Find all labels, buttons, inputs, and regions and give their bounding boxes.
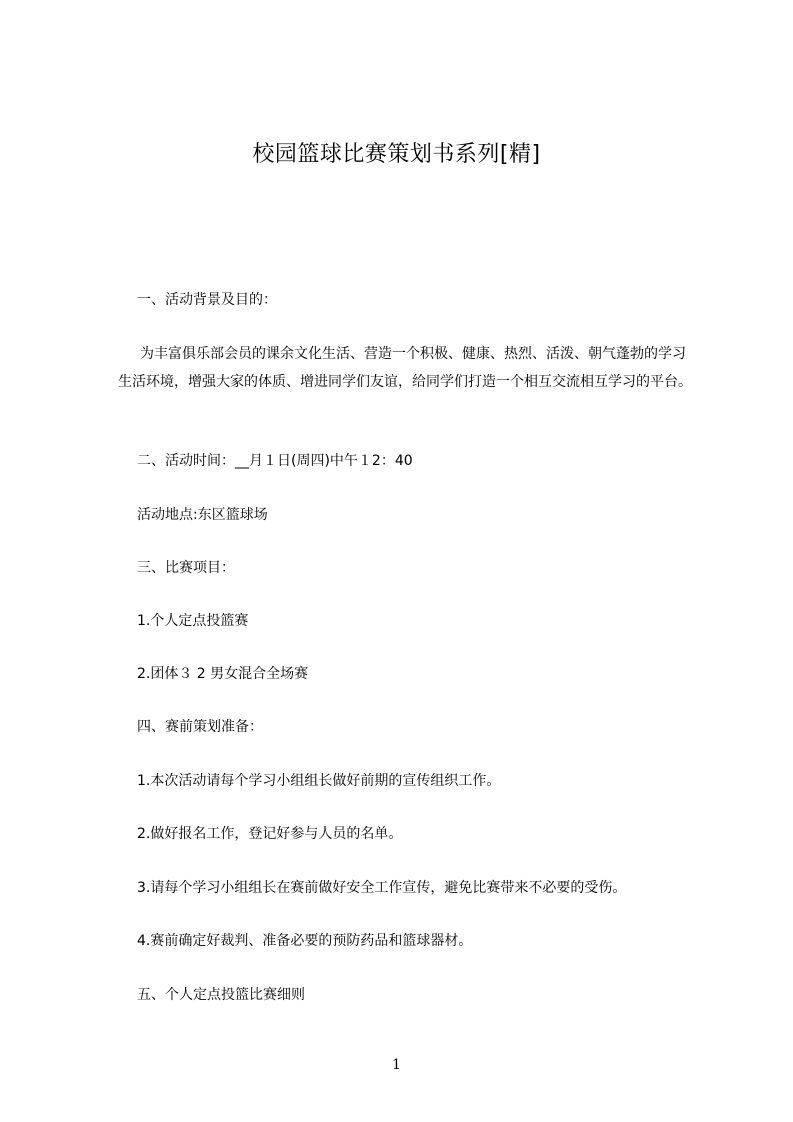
- preparation-item: 4.赛前确定好裁判、准备必要的预防药品和篮球器材。: [137, 933, 473, 949]
- background-paragraph-text: 为丰富俱乐部会员的课余文化生活、营造一个积极、健康、热烈、活泼、朝气蓬勃的学习生活环境，增强大家的体质、增进同学们友谊，给同学们打造一个相互交流相互学习的平台。: [118, 346, 692, 390]
- location-line: 活动地点:东区篮球场: [137, 507, 268, 523]
- section-heading-events: 三、比赛项目：: [137, 560, 235, 576]
- preparation-item: 1.本次活动请每个学习小组组长做好前期的宣传组织工作。: [137, 773, 501, 789]
- document-title: 校园篮球比赛策划书系列[精]: [252, 142, 541, 167]
- background-paragraph: [118, 340, 698, 396]
- preparation-item: 2.做好报名工作，登记好参与人员的名单。: [137, 826, 403, 842]
- section-heading-rules: 五、个人定点投篮比赛细则: [137, 987, 305, 1003]
- preparation-item: 3.请每个学习小组组长在赛前做好安全工作宣传，避免比赛带来不必要的受伤。: [137, 880, 627, 896]
- section-heading-background: 一、活动背景及目的：: [137, 292, 277, 308]
- section-heading-preparation: 四、赛前策划准备：: [137, 719, 263, 735]
- event-item: 1.个人定点投篮赛: [137, 613, 249, 629]
- event-item: 2.团体３ 2 男女混合全场赛: [137, 666, 309, 682]
- section-heading-time: 二、活动时间：__月１日(周四)中午１2：40: [137, 453, 413, 469]
- page-number: 1: [392, 1057, 401, 1073]
